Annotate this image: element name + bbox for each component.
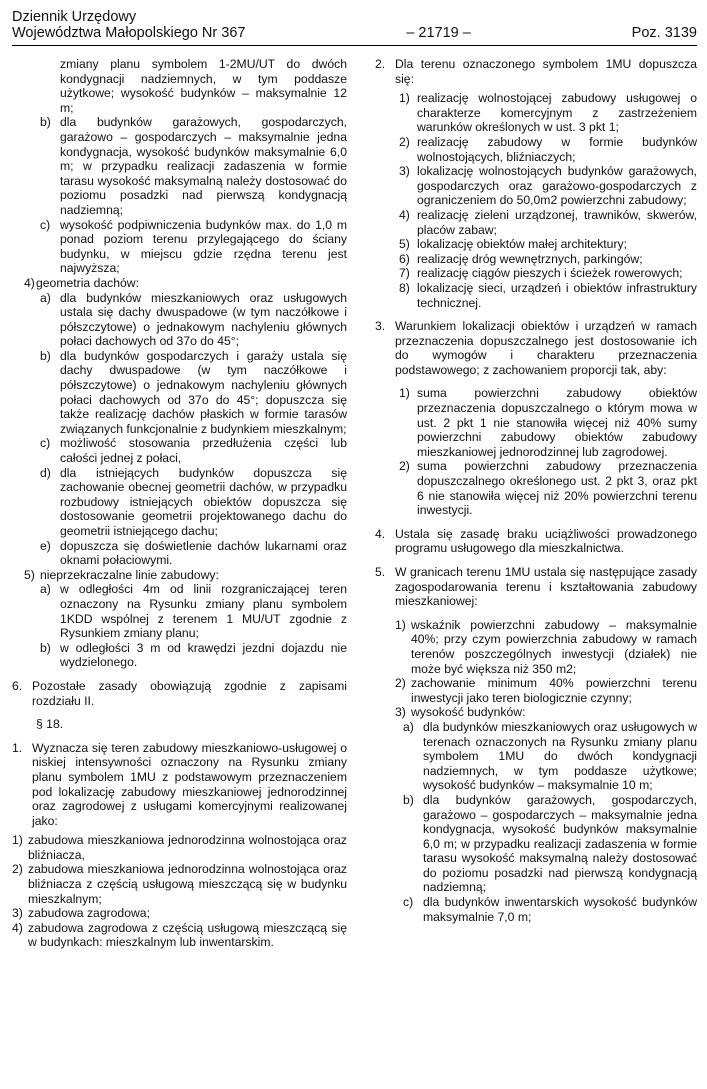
text-item (375, 252, 697, 267)
item-text: lokalizację sieci, urządzeń i obiektów infrastruktury technicznej. (417, 280, 697, 310)
item-text: Ustala się zasadę braku uciążliwości prowadzonego programu usługowego dla mieszkalnictwa. (395, 526, 697, 556)
item-number: 2) (399, 134, 410, 149)
item-text: nieprzekraczalne linie zabudowy: (40, 567, 219, 582)
journal-title: Dziennik Urzędowy (12, 9, 137, 25)
text-item (12, 291, 347, 349)
item-number: 2. (375, 57, 386, 71)
item-text: realizację zieleni urządzonej, trawników, skwerów, placów zabaw; (417, 207, 697, 237)
item-text: suma powierzchni zabudowy przeznaczenia dopuszczalnego określonego ust. 2 pkt 3, oraz pkt 6 nie stanowiła więcej niż 20% powierzchni terenu inwestycji. (417, 459, 697, 518)
left-column (12, 57, 347, 950)
item-number: c) (40, 436, 51, 451)
item-number: 8) (399, 280, 410, 295)
paragraph-gap (375, 609, 697, 618)
item-number: 3) (399, 164, 410, 179)
text-item (12, 862, 347, 906)
item-text: zachowanie minimum 40% powierzchni terenu inwestycji jako teren biologicznie czynny; (411, 676, 697, 705)
item-text: Wyznacza się teren zabudowy mieszkaniowo-usługowej o niskiej intensywności oznaczony na Rysunku zmiany planu symbolem 1MU z podstawowym przeznaczeniem pod lokalizację zabudowy mieszkaniowej jednorodzinnej oraz zagrodowej z usługami komercyjnymi realizowanej jako: (32, 740, 347, 828)
item-text: wysokość podpiwniczenia budynków max. do 1,0 m ponad poziom terenu przylegającego do ściany budynku, w miejscu gdzie rzędna terenu jest najwyższa; (60, 217, 347, 276)
text-item (12, 568, 347, 583)
item-number: 4. (375, 526, 386, 541)
item-text: § 18. (36, 717, 64, 732)
item-number: 4) (24, 275, 35, 290)
item-number: e) (40, 538, 51, 553)
item-number: 1) (12, 833, 23, 848)
text-item (375, 57, 697, 86)
text-item (12, 349, 347, 437)
page-number: – 21719 – (406, 25, 471, 41)
journal-subtitle-row (12, 25, 697, 41)
item-text: zmiany planu symbolem 1-2MU/UT do dwóch kondygnacji nadziemnych, w tym poddasze użytkowe; wysokość budynków – maksymalnie 12 m; (60, 57, 347, 115)
item-number: 6. (12, 678, 23, 693)
item-text: realizację zabudowy w formie budynków wolnostojących, bliźniaczych; (417, 134, 697, 164)
text-item (375, 266, 697, 281)
item-number: 3. (375, 319, 386, 334)
paragraph-gap (12, 670, 347, 679)
item-number: 1) (399, 91, 410, 106)
text-item (12, 218, 347, 276)
item-number: d) (40, 465, 51, 480)
text-item (12, 921, 347, 950)
item-text: geometria dachów: (36, 275, 139, 290)
text-item (375, 319, 697, 377)
item-text: lokalizację wolnostojących budynków garażowych, gospodarczych oraz garażowo-gospodarczych z ograniczeniem do 50,0m2 powierzchni zabudowy; (417, 164, 697, 208)
text-item (12, 466, 347, 539)
item-text: w odległości 3 m od krawędzi jezdni dojazdu nie wydzielonego. (60, 640, 347, 670)
item-text: realizację dróg wewnętrznych, parkingów; (417, 251, 643, 266)
item-number: 1. (12, 740, 23, 755)
item-text: dla budynków mieszkaniowych oraz usługowych ustala się dachy dwuspadowe (w tym naczółkowe i półszczytowe) o jednakowym nachyleniu głównych połaci dachowych od 37o do 45°; (60, 290, 347, 349)
item-text: zabudowa zagrodowa; (28, 906, 150, 921)
item-text: dla budynków garażowych, gospodarczych, garażowo – gospodarczych – maksymalnie jedna kondygnacja, wysokość budynków maksymalnie 6,0 m; w przypadku realizacji zadaszenia w formie tarasu wysokość maksymalną należy dostosować do poziomu posadzki nad pierwszą kondygnacją nadziemną; (60, 115, 347, 217)
item-text: Warunkiem lokalizacji obiektów i urządzeń w ramach przeznaczenia dopuszczalnego jest dostosowanie ich do wymogów i charakteru przeznaczenia podstawowego; z zachowaniem proporcji tak, aby: (395, 319, 697, 377)
text-item (375, 459, 697, 517)
item-text: dla budynków mieszkaniowych oraz usługowych w terenach oznaczonych na Rysunku zmiany planu symbolem 1MU do dwóch kondygnacji nadziemnych, w tym poddasze użytkowe; wysokość budynków – maksymalnie 10 m; (423, 719, 697, 793)
item-number: 2) (399, 459, 410, 474)
text-item (375, 720, 697, 793)
journal-issue: Województwa Małopolskiego Nr 367 (12, 25, 246, 41)
paragraph-gap (12, 708, 347, 717)
item-text: zabudowa mieszkaniowa jednorodzinna wolnostojąca oraz bliźniacza z częścią usługową mieszczącą się w budynku mieszkalnym; (28, 862, 347, 906)
position-number: Poz. 3139 (631, 25, 697, 41)
item-text: dopuszcza się doświetlenie dachów lukarnami oraz oknami połaciowymi. (60, 538, 347, 568)
text-item (375, 237, 697, 252)
text-item (12, 833, 347, 862)
item-number: 1) (399, 386, 410, 401)
text-item (12, 582, 347, 640)
item-number: 2) (395, 676, 406, 691)
page-header (12, 9, 697, 41)
paragraph-gap (375, 377, 697, 386)
text-item (375, 386, 697, 459)
item-text: wysokość budynków: (411, 705, 526, 720)
text-item (375, 793, 697, 895)
text-item (375, 565, 697, 609)
item-number: 6) (399, 251, 410, 266)
text-item (12, 276, 347, 291)
text-item (12, 679, 347, 708)
text-item (12, 717, 347, 732)
text-item (375, 527, 697, 556)
item-number: a) (40, 290, 51, 305)
item-text: zabudowa mieszkaniowa jednorodzinna wolnostojąca oraz bliźniacza, (28, 833, 347, 862)
item-text: lokalizację obiektów małej architektury; (417, 237, 627, 252)
item-number: 1) (395, 617, 406, 632)
text-item (375, 676, 697, 705)
item-text: wskaźnik powierzchni zabudowy – maksymalnie 40%; przy czym powierzchnia zabudowy w ramach terenów poszczególnych inwestycji (działek) nie może być większa niż 350 m2; (411, 617, 697, 676)
header-divider (12, 45, 697, 46)
item-number: b) (403, 792, 414, 807)
item-text: Pozostałe zasady obowiązują zgodnie z zapisami rozdziału II. (32, 678, 347, 708)
item-number: c) (40, 217, 51, 232)
paragraph-gap (12, 732, 347, 741)
item-text: realizację ciągów pieszych i ścieżek rowerowych; (417, 266, 683, 281)
item-number: a) (403, 719, 414, 734)
paragraph-gap (375, 518, 697, 527)
item-text: dla budynków garażowych, gospodarczych, garażowo – gospodarczych – maksymalnie jedna kondygnacja, wysokość budynków maksymalnie 6,0 m; w przypadku realizacji zadaszenia w formie tarasu wysokość maksymalną należy dostosować do poziomu posadzki nad pierwszą kondygnacją nadziemną; (423, 792, 697, 895)
text-item (375, 164, 697, 208)
text-item (375, 208, 697, 237)
text-item (375, 895, 697, 924)
text-item (375, 281, 697, 310)
item-number: 5) (399, 237, 410, 252)
item-number: b) (40, 640, 51, 655)
item-number: 3) (395, 705, 406, 720)
item-number: 3) (12, 906, 23, 921)
text-item (12, 641, 347, 670)
paragraph-gap (375, 556, 697, 565)
item-number: 7) (399, 266, 410, 281)
item-text: zabudowa zagrodowa z częścią usługową mieszczącą się w budynkach: mieszkalnym lub inwentarskim. (28, 920, 347, 950)
right-column (375, 57, 697, 924)
text-item (375, 705, 697, 720)
item-text: realizację wolnostojącej zabudowy usługowej o charakterze komercyjnym z zastrzeżeniem warunków określonych w ust. 3 pkt 1; (417, 91, 697, 135)
item-text: Dla terenu oznaczonego symbolem 1MU dopuszcza się: (395, 57, 697, 86)
item-text: w odległości 4m od linii rozgraniczającej teren oznaczony na Rysunku zmiany planu symbolem 1KDD wspólnej z terenem 1 MU/UT zgodnie z Rysunkiem zmiany planu; (60, 582, 347, 641)
item-number: 5. (375, 565, 386, 579)
item-number: 2) (12, 862, 23, 877)
item-number: a) (40, 582, 51, 597)
text-item (12, 57, 347, 115)
text-item (12, 436, 347, 465)
item-text: W granicach terenu 1MU ustala się następujące zasady zagospodarowania terenu i kształtowania zabudowy mieszkaniowej: (395, 565, 697, 609)
paragraph-gap (375, 310, 697, 319)
item-text: możliwość stosowania przedłużenia części lub całości jednej z połaci, (60, 436, 347, 466)
item-number: b) (40, 348, 51, 363)
text-item (375, 91, 697, 135)
text-item (12, 539, 347, 568)
item-text: dla istniejących budynków dopuszcza się zachowanie obecnej geometrii dachów, w przypadku rozbudowy istniejących obiektów dopuszcza się dostosowanie geometrii projektowanego dachu do geometrii istniejącego dachu; (60, 465, 347, 538)
item-text: dla budynków inwentarskich wysokość budynków maksymalnie 7,0 m; (423, 895, 697, 924)
text-item (12, 115, 347, 217)
text-item (375, 618, 697, 676)
item-number: 5) (24, 567, 35, 582)
item-number: 4) (399, 207, 410, 222)
text-item (375, 135, 697, 164)
item-number: b) (40, 115, 51, 130)
item-number: c) (403, 895, 414, 910)
item-number: 4) (12, 920, 23, 935)
item-text: dla budynków gospodarczych i garaży ustala się dachy dwuspadowe (w tym naczółkowe i półszczytowe) o jednakowym nachyleniu głównych połaci dachowych od 37o do 45°; dopuszcza się także realizację dachów płaskich w formie tarasów związanych funkcjonalnie z budynkiem mieszkalnym; (60, 348, 347, 436)
text-item (12, 741, 347, 829)
text-item (12, 906, 347, 921)
item-text: suma powierzchni zabudowy obiektów przeznaczenia dopuszczalnego o którym mowa w ust. 2 pkt 1 nie stanowiła więcej niż 40% sumy powierzchni zabudowy obiektów zabudowy mieszkaniowej jednorodzinnej lub zagrodowej. (417, 386, 697, 459)
